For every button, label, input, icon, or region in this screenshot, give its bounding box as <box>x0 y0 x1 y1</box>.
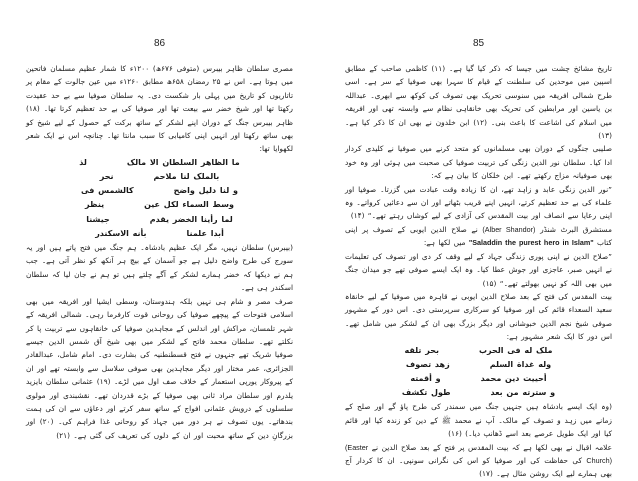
left-page <box>0 0 319 451</box>
right-page <box>319 0 638 479</box>
poem-line: أحییت دین محمدو أقمته <box>410 373 547 383</box>
poem-line: لما رأینا الخضر یقدمجیشنا <box>86 214 233 224</box>
paragraph: صلیبی جنگوں کے دوران بھی مسلمانوں کو متحد کرنے میں صوفیا نے کلیدی کردار ادا کیا۔ سلطان نور الدین زنگی کی تربیت صوفیا کی صحبت میں ہوئی اور وہ خود بھی صوفیانہ مزاج رکھتے تھے۔ ابن خلکان کا بیان ہے کہ: <box>345 144 612 181</box>
paragraph: بیت المقدس کی فتح کے بعد صلاح الدین ایوبی نے قاہرہ میں صوفیا کے لیے خانقاہ سعید السعداء قائم کی اور صوفیا کو سرکاری سرپرستی دی۔ اس دور کے مشہور صوفی شیخ نجم الدین خبوشانی اور دیگر بزرگ بھی ان کے لشکر میں شامل تھے۔ اس دور کا ایک شعر مشہور ہے: <box>345 291 612 342</box>
page-body <box>345 62 612 479</box>
paragraph: (بیبرس) سلطان نہیں، مگر ایک عظیم بادشاہ۔ ہم جنگ میں فتح پاتے ہیں اور یہ سورج کی طرح واضح دلیل ہے جو آسمان کے بیچ ہر آنکھ کو نظر آتی ہے۔ جب ہم نے دیکھا کہ خضر ہمارے لشکر کے آگے چلتے ہیں تو ہم نے جان لیا کہ سلطان اسکندر ہی ہے۔ <box>26 243 293 293</box>
quotation: ”نور الدین زنگی عابد و زاہد تھے، ان کا زیادہ وقت عبادت میں گزرتا۔ صوفیا اور علماء کی بے حد تعظیم کرتے، انہیں اپنے قریب بٹھاتے اور ان سے دعائیں کرواتے۔ وہ اپنی رعایا سے انصاف اور بیت المقدس کی آزادی کے لیے کوشاں رہتے تھے۔“ (۱۴) <box>345 184 612 221</box>
book-title: "Saladdin the purest hero in Islam" <box>468 238 594 248</box>
english-term: (Easter Church) <box>345 442 612 465</box>
paragraph: (وہ ایک ایسے بادشاہ ہیں جنہیں جنگ میں سمندر کی طرح پاؤ گے اور صلح کے زمانے میں زہد و تصوف کے مالک۔ آپ نے محمد ﷺ کے دین کو زندہ کیا اور قائم کیا اور ایک طویل عرصے بعد اسے ڈھانپ دیا۔) (۱۶) <box>345 402 612 439</box>
poem-line: وله غداة السلمزهد تصوف <box>405 359 552 369</box>
quotation: ”صلاح الدین نے اپنی پوری زندگی جہاد کے لیے وقف کر دی اور تصوف کی تعلیمات نے انہیں صبر، عاجزی اور جوش عطا کیا۔ وہ ایک ایسے صوفی تھے جو میدان جنگ میں بھی اللہ کو نہیں بھولتے تھے۔“ (۱۵) <box>345 251 612 288</box>
paragraph: مصری سلطان ظاہر بیبرس (متوفی ۶۷۶ھ) ۱۲۰۰ء کا شمار عظیم مسلمان فاتحین میں ہوتا ہے۔ اس نے ۲۵ رمضان ۶۵۸ھ مطابق ۱۲۶۰ء میں عین جالوت کے مقام پر تاتاریوں کو تاریخ میں پہلی بار شکست دی۔ یہ سلطان صوفیا سے بے حد عقیدت رکھتا تھا اور شیخ خضر سے بیعت تھا اور صوفیا کی بے حد تعظیم کرتا تھا۔ (۱۸) ظاہر بیبرس جنگ کے دوران اپنے لشکر کے ساتھ برکت کے حصول کے لیے شیخ کو بھی ساتھ رکھتا اور انہیں اپنی کامیابی کا سبب مانتا تھا۔ چنانچہ اس نے ایک شعر لکھوایا تھا: <box>26 64 293 154</box>
page-number: 86 <box>153 38 166 49</box>
paragraph: مستشرق البرٹ شنڈر (Alber Shandor) نے صلاح الدین ایوبی کے تصوف پر اپنی کتاب "Saladdin the purest hero in Islam" میں لکھا ہے: <box>345 224 612 248</box>
poem-line: و سترته من بعدطول تکشف <box>401 388 556 398</box>
poem-line: ما الظاهر السلطان الا مالکلذ <box>79 157 240 167</box>
poem-line: أبدا علمنابأنه الاسکندر <box>95 228 224 238</box>
page-body <box>26 62 293 451</box>
page-number: 85 <box>472 38 485 49</box>
poem-line: بالملک لنا ملاحمنحر <box>99 172 220 182</box>
english-name: (Alber Shandor) <box>482 224 536 234</box>
poem-line: ملک له فی الحرببحر تلقه <box>404 345 553 355</box>
poem-line: و لنا دلیل واضحکالشمس فی <box>81 186 238 196</box>
paragraph: صرف مصر و شام ہی نہیں بلکہ ہندوستان، وسطی ایشیا اور افریقہ میں بھی اسلامی فتوحات کے پیچھے صوفیا کی روحانی قوت کارفرما رہی۔ شمالی افریقہ کے شہر تلمسان، مراکش اور اندلس کے مجاہدین صوفیا کی خانقاہوں سے تربیت پا کر نکلتے تھے۔ سلطان محمد فاتح کے لشکر میں بھی شیخ آق شمس الدین جیسے صوفیا شریک تھے جنہوں نے فتح قسطنطنیہ کی بشارت دی۔ امام شامل، عبدالقادر الجزائری، عمر مختار اور دیگر مجاہدین بھی صوفی سلاسل سے وابستہ تھے اور ان کے پیروکار یورپی استعمار کے خلاف صف اول میں لڑے۔ (۱۹) عثمانی سلطان بایزید یلدرم اور سلطان مراد ثانی بھی صوفیا کے بڑے قدردان تھے۔ نقشبندی اور مولوی سلسلوں کے درویش عثمانی افواج کے ساتھ سفر کرتے اور دعاؤں سے ان کی ہمت بندھاتے۔ یوں تصوف نے ہر دور میں جہاد کو روحانی غذا فراہم کی۔ (۲۰) اور بزرگانِ دین کے ساتھ محبت اور ان کے دلوں کی تعریف کی گئی ہے۔ (۲۱) <box>26 296 293 440</box>
paragraph: علامہ اقبال نے بھی لکھا ہے کہ بیت المقدس پر فتح کے بعد صلاح الدین نے (Easter Church) کی حفاظت کی اور صوفیا کو اس کی نگرانی سونپی۔ ان کا کردار آج بھی ہمارے لیے ایک روشن مثال ہے۔ (۱۷) <box>345 442 612 479</box>
paragraph: تاریخ مشائخ چشت میں جیسا کہ ذکر کیا گیا ہے۔ (۱۱) کاظمی صاحب کے مطابق اسپین میں موحدین کی سلطنت کے قیام کا سہرا بھی صوفیا کے سر ہے۔ اسی طرح شمالی افریقہ میں سنوسی تحریک بھی تصوف کی کوکھ سے ابھری۔ عبداللہ بن یاسین اور مرابطین کی تحریک بھی خانقاہی نظام سے وابستہ تھی اور افریقہ میں اسلام کی اشاعت کا باعث بنی۔ (۱۲) ابن خلدون نے بھی ان کا ذکر کیا ہے۔ (۱۳) <box>345 64 612 141</box>
poem-line: وسط السماء لکل عینینظر <box>85 200 234 210</box>
